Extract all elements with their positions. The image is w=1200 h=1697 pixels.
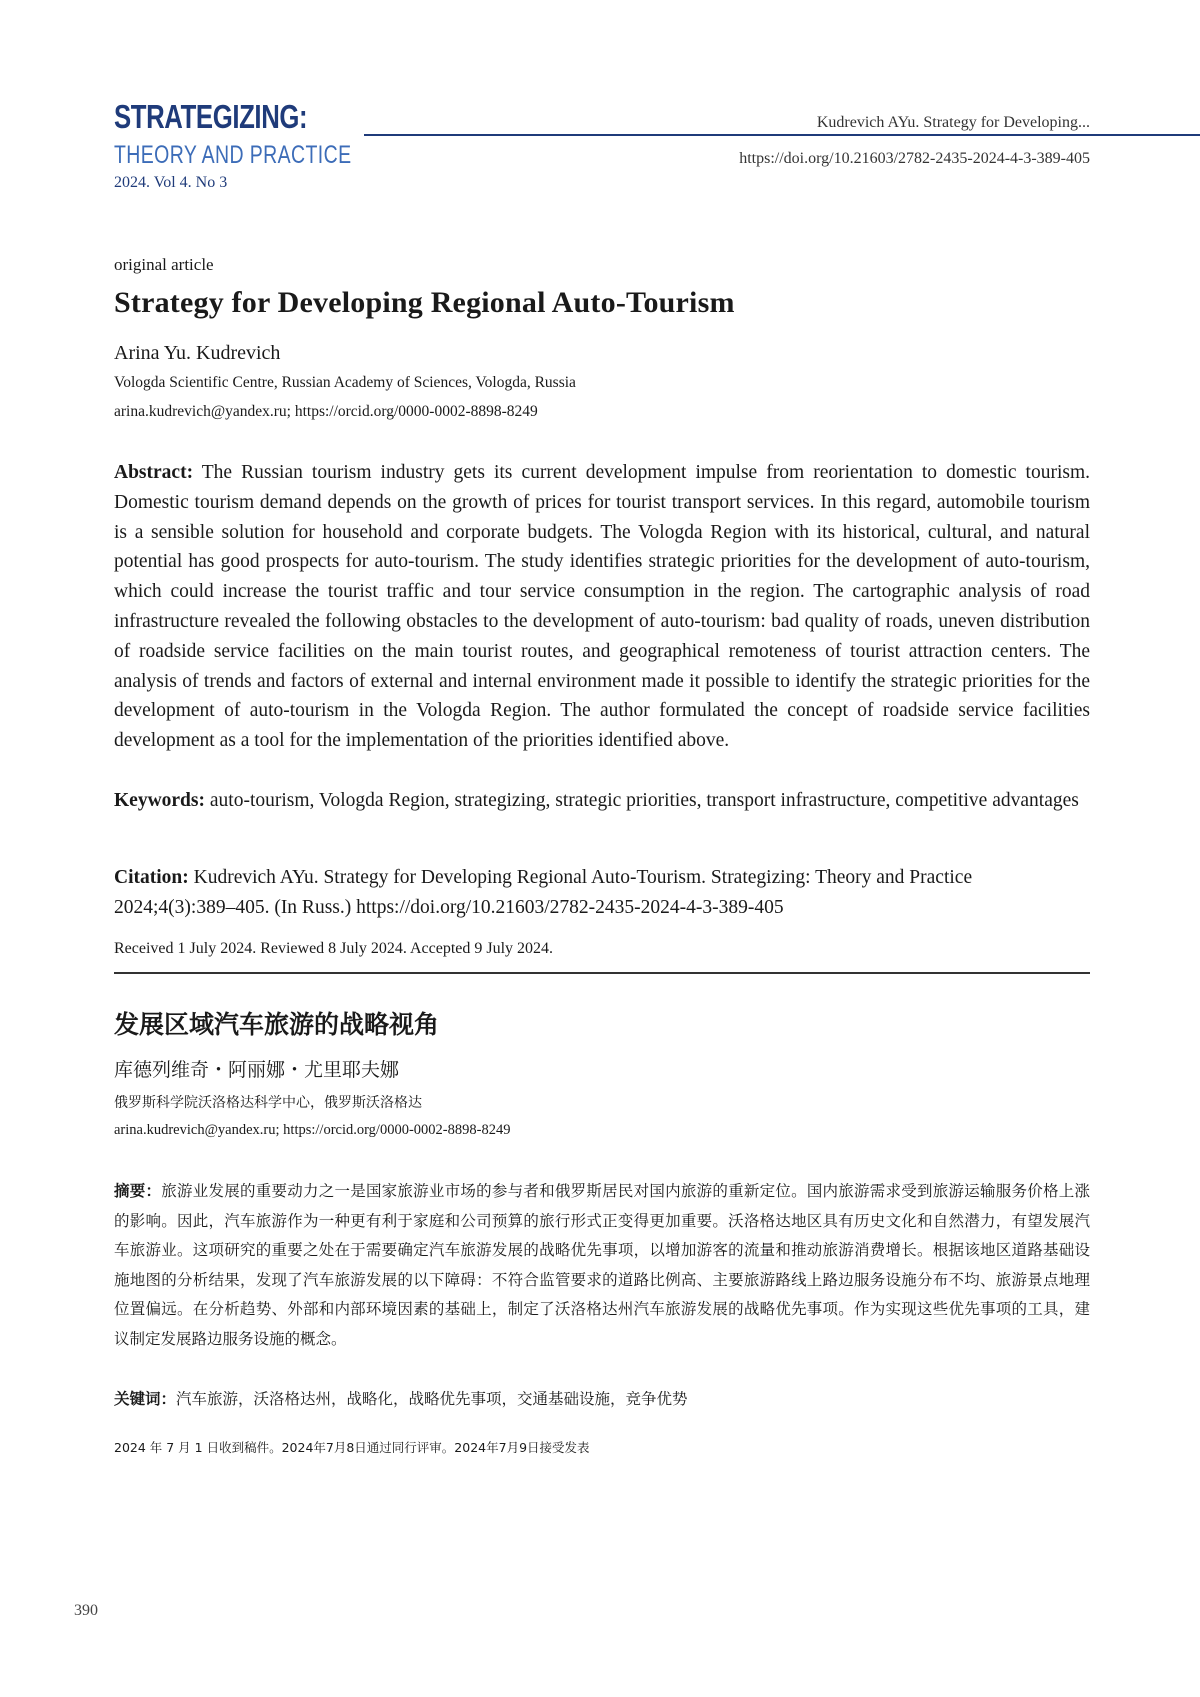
- citation-text: Kudrevich AYu. Strategy for Developing Regional Auto-Tourism. Strategizing: Theory and Practice 2024;4(3):389–405. (In Russ.) https://doi.org/10.21603/2782-2435-2024-4-3-389-405: [114, 867, 973, 918]
- journal-issue: 2024. Vol 4. No 3: [114, 174, 228, 191]
- header-doi-link[interactable]: https://doi.org/10.21603/2782-2435-2024-4-3-389-405: [739, 150, 1090, 167]
- abstract-text: The Russian tourism industry gets its current development impulse from reorientation to domestic tourism. Domestic tourism demand depends on the growth of prices for tourist transport services. In this regard, automobile tourism is a sensible solution for household and corporate budgets. The Vologda Region with its historical, cultural, and natural potential has good prospects for auto-tourism. The study identifies strategic priorities for the development of auto-tourism, which could increase the tourist traffic and tour service consumption in the region. The cartographic analysis of road infrastructure revealed the following obstacles to the development of auto-tourism: bad quality of roads, uneven distribution of roadside service facilities on the main tourist routes, and geographical remoteness of tourist attraction centers. The analysis of trends and factors of external and internal environment made it possible to identify the strategic priorities for the development of auto-tourism in the Vologda Region. The author formulated the concept of roadside service facilities development as a tool for the implementation of the priorities identified above.: [114, 462, 1090, 752]
- page-number: 390: [74, 1602, 98, 1619]
- author-name: Arina Yu. Kudrevich: [114, 342, 281, 364]
- chinese-author-name: 库德列维奇・阿丽娜・尤里耶夫娜: [114, 1059, 400, 1081]
- journal-logo-title: STRATEGIZING:: [114, 98, 308, 135]
- chinese-abstract: [114, 1177, 1090, 1354]
- abstract: [114, 458, 1090, 756]
- chinese-keywords: [114, 1387, 1090, 1409]
- citation: [114, 863, 1090, 923]
- chinese-affiliation: 俄罗斯科学院沃洛格达科学中心，俄罗斯沃洛格达: [114, 1095, 422, 1111]
- chinese-abstract-label: 摘要：: [114, 1182, 162, 1200]
- article-history: Received 1 July 2024. Reviewed 8 July 2024. Accepted 9 July 2024.: [114, 940, 554, 957]
- header-rule: [364, 134, 1200, 136]
- article-type: original article: [114, 255, 214, 274]
- chinese-keywords-label: 关键词：: [114, 1390, 177, 1408]
- author-affiliation: Vologda Scientific Centre, Russian Academy of Sciences, Vologda, Russia: [114, 374, 576, 391]
- abstract-label: Abstract:: [114, 462, 194, 483]
- running-title: Kudrevich AYu. Strategy for Developing...: [816, 114, 1090, 131]
- chinese-abstract-text: 旅游业发展的重要动力之一是国家旅游业市场的参与者和俄罗斯居民对国内旅游的重新定位。国内旅游需求受到旅游运输服务价格上涨的影响。因此，汽车旅游作为一种更有利于家庭和公司预算的旅行形式正变得更加重要。沃洛格达地区具有历史文化和自然潜力，有望发展汽车旅游业。这项研究的重要之处在于需要确定汽车旅游发展的战略优先事项，以增加游客的流量和推动旅游消费增长。根据该地区道路基础设施地图的分析结果，发现了汽车旅游发展的以下障碍：不符合监管要求的道路比例高、主要旅游路线上路边服务设施分布不均、旅游景点地理位置偏远。在分析趋势、外部和内部环境因素的基础上，制定了沃洛格达州汽车旅游发展的战略优先事项。作为实现这些优先事项的工具，建议制定发展路边服务设施的概念。: [114, 1182, 1090, 1348]
- keywords-label: Keywords:: [114, 790, 205, 811]
- citation-label: Citation:: [114, 867, 189, 888]
- chinese-author-contact[interactable]: arina.kudrevich@yandex.ru; https://orcid.org/0000-0002-8898-8249: [114, 1122, 511, 1138]
- keywords: [114, 786, 1090, 816]
- journal-logo-subtitle: THEORY AND PRACTICE: [114, 141, 352, 169]
- section-divider: [114, 972, 1090, 974]
- keywords-text: auto-tourism, Vologda Region, strategizing, strategic priorities, transport infrastructure, competitive advantages: [209, 790, 1079, 811]
- author-contact[interactable]: arina.kudrevich@yandex.ru; https://orcid.org/0000-0002-8898-8249: [114, 403, 538, 420]
- chinese-title: 发展区域汽车旅游的战略视角: [114, 1010, 440, 1039]
- chinese-keywords-text: 汽车旅游，沃洛格达州，战略化，战略优先事项，交通基础设施，竞争优势: [176, 1390, 688, 1408]
- article-title: Strategy for Developing Regional Auto-Tourism: [114, 286, 735, 319]
- chinese-article-history: 2024 年 7 月 1 日收到稿件。2024年7月8日通过同行评审。2024年7月9日接受发表: [114, 1440, 590, 1455]
